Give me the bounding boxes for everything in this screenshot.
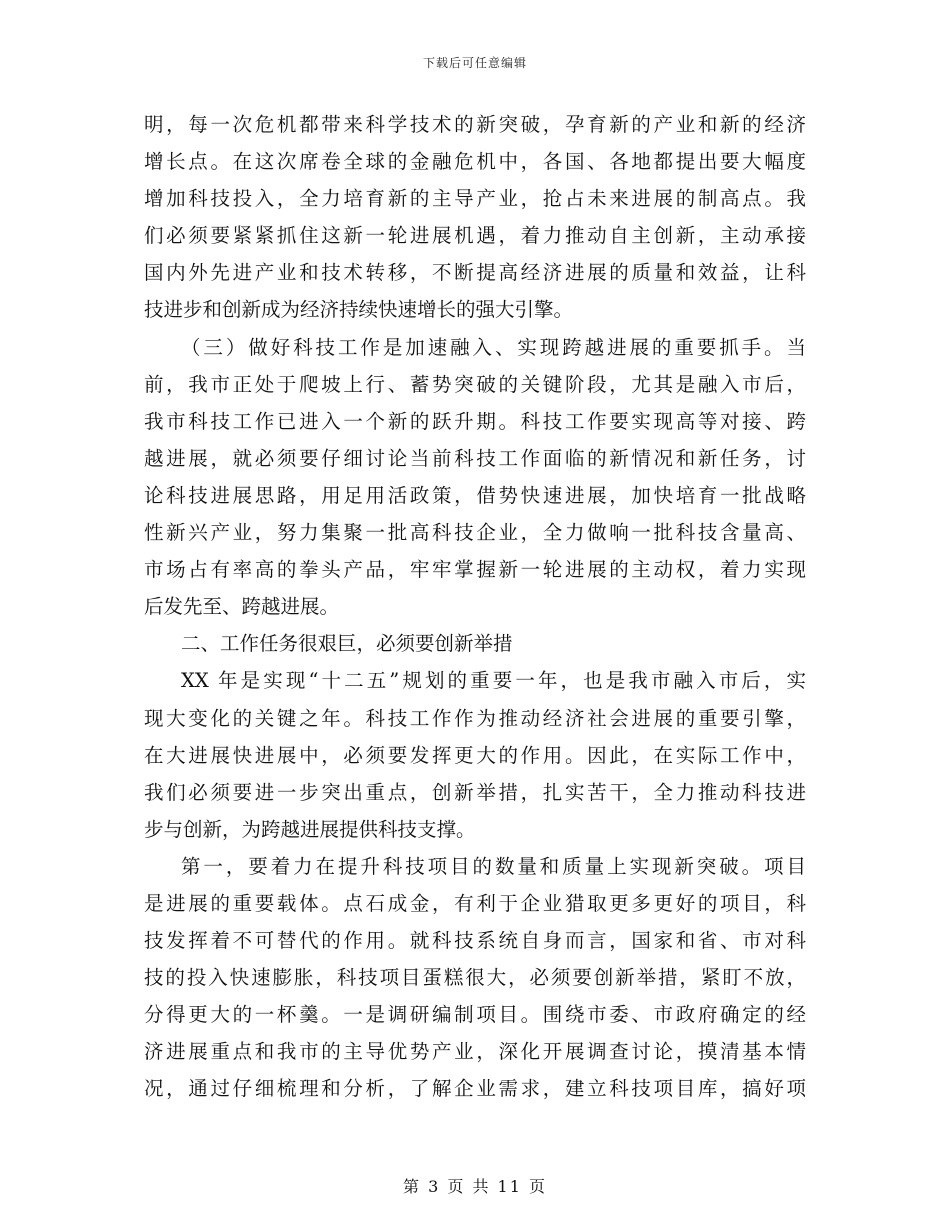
text-line: 技进步和创新成为经济持续快速增长的强大引擎。: [144, 298, 574, 322]
page-number-footer: 第 3 页 共 11 页: [403, 1177, 547, 1196]
text-line: 二、工作任务很艰巨，必须要创新举措: [181, 632, 513, 656]
text-line: 我们必须要进一步突出重点，创新举措，扎实苦干，全力推动科技进: [144, 780, 806, 804]
text-line: 增加科技投入，全力培育新的主导产业，抢占未来进展的制高点。我: [144, 187, 806, 211]
text-line: 第一，要着力在提升科技项目的数量和质量上实现新突破。项目: [181, 854, 806, 878]
text-line: 明，每一次危机都带来科学技术的新突破，孕育新的产业和新的经济: [144, 113, 806, 136]
text-line: 论科技进展思路，用足用活政策，借势快速进展，加快培育一批战略: [144, 483, 806, 507]
text-line: 步与创新，为跨越进展提供科技支撑。: [144, 817, 476, 841]
text-line: 市场占有率高的拳头产品，牢牢掌握新一轮进展的主动权，着力实现: [144, 558, 806, 582]
text-line: 现大变化的关键之年。科技工作作为推动经济社会进展的重要引擎，: [144, 706, 806, 730]
text-line: 们必须要紧紧抓住这新一轮进展机遇，着力推动自主创新，主动承接: [144, 224, 806, 248]
text-line: 济进展重点和我市的主导优势产业，深化开展调查讨论，摸清基本情: [144, 1040, 806, 1064]
text-line: 况，通过仔细梳理和分析，了解企业需求，建立科技项目库，搞好项: [144, 1077, 806, 1101]
text-line: 越进展，就必须要仔细讨论当前科技工作面临的新情况和新任务，讨: [144, 446, 806, 470]
text-line: 后发先至、跨越进展。: [144, 595, 340, 619]
text-line: 我市科技工作已进入一个新的跃升期。科技工作要实现高等对接、跨: [144, 409, 806, 433]
text-line: 性新兴产业，努力集聚一批高科技企业，全力做响一批科技含量高、: [144, 521, 806, 545]
text-line: 国内外先进产业和技术转移，不断提高经济进展的质量和效益，让科: [144, 261, 806, 285]
document-body: [144, 106, 806, 1108]
text-line: 分得更大的一杯羹。一是调研编制项目。围绕市委、市政府确定的经: [144, 1003, 806, 1027]
text-line: 增长点。在这次席卷全球的金融危机中，各国、各地都提出要大幅度: [144, 150, 806, 174]
text-line: （三）做好科技工作是加速融入、实现跨越进展的重要抓手。当: [181, 335, 806, 359]
text-line: 在大进展快进展中，必须要发挥更大的作用。因此，在实际工作中，: [144, 743, 806, 767]
text-line: 技发挥着不可替代的作用。就科技系统自身而言，国家和省、市对科: [144, 929, 806, 953]
text-line: 是进展的重要载体。点石成金，有利于企业猎取更多更好的项目，科: [144, 891, 806, 915]
text-line: 技的投入快速膨胀，科技项目蛋糕很大，必须要创新举措，紧盯不放，: [144, 966, 806, 990]
text-line: XX 年是实现“十二五”规划的重要一年，也是我市融入市后，实: [181, 669, 806, 693]
text-line: 前，我市正处于爬坡上行、蓄势突破的关键阶段，尤其是融入市后，: [144, 372, 806, 396]
header-note: 下载后可任意编辑: [422, 56, 527, 70]
